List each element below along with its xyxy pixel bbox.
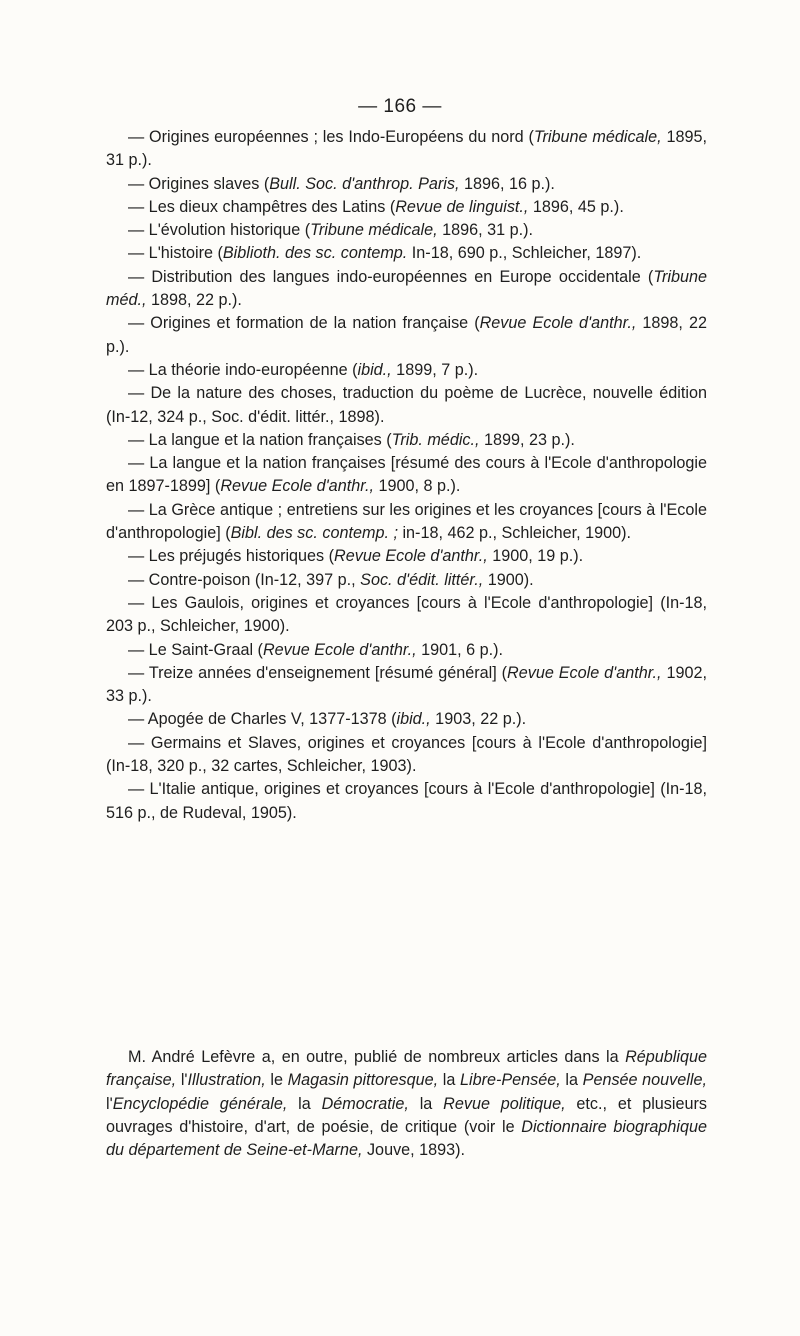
italic-run: Revue Ecole d'anthr., [262, 640, 417, 659]
text-run: 1903, 22 p.). [430, 710, 527, 729]
text-run: — Origines européennes ; les Indo-Européens du nord ( [128, 128, 534, 146]
text-run: 1896, 45 p.). [528, 197, 624, 216]
bibliography-entry [106, 452, 707, 499]
text-run: — La langue et la nation françaises [résumé des cours à l'Ecole d'anthropologie en 1897-1899] ( [106, 454, 707, 496]
italic-run: Revue Ecole d'anthr., [507, 663, 662, 682]
text-run: 1899, 7 p.). [391, 360, 479, 379]
bibliography-entry [106, 173, 707, 196]
italic-run: Revue Ecole d'anthr., [220, 477, 374, 496]
italic-run: Tribune méd., [106, 267, 707, 310]
italic-run: Biblioth. des sc. contemp. [222, 244, 408, 263]
italic-run: ibid., [357, 360, 392, 379]
text-run: 1898, 22 p.). [146, 291, 242, 310]
text-run: — L'évolution historique ( [128, 221, 311, 240]
bibliography-entry [106, 639, 707, 662]
text-run: le [265, 1071, 288, 1090]
italic-run: Tribune médicale, [310, 221, 438, 240]
text-run: etc., et plusieurs ouvrages d'histoire, d'art, de poésie, de critique (voir le [106, 1094, 707, 1136]
text-run: Jouve, 1893). [362, 1141, 466, 1160]
bibliography-entry [106, 312, 707, 359]
text-run: 1900, 19 p.). [487, 547, 584, 566]
italic-run: Revue de linguist., [395, 197, 529, 216]
italic-run: Encyclopédie générale, [112, 1094, 288, 1113]
italic-run: Revue Ecole d'anthr., [334, 547, 488, 566]
italic-run: Trib. médic., [391, 430, 480, 449]
bibliography-entry [106, 545, 707, 568]
italic-run: Illustration, [187, 1071, 266, 1090]
text-run: 1902, 33 p.). [106, 663, 707, 706]
closing-paragraph [106, 1046, 707, 1162]
italic-run: Pensée nouvelle, [582, 1071, 707, 1090]
text-run: — Distribution des langues indo-européennes en Europe occidentale ( [128, 267, 654, 286]
bibliography-entry [106, 266, 707, 313]
text-run: — Contre-poison (In-12, 397 p., [128, 570, 361, 589]
italic-run: Bull. Soc. d'anthrop. Paris, [269, 174, 460, 193]
italic-run: ibid., [396, 710, 431, 729]
italic-run: Soc. d'édit. littér., [360, 570, 484, 589]
italic-run: Libre-Pensée, [459, 1071, 561, 1090]
text-run: — Origines slaves ( [128, 174, 270, 193]
bibliography-entry [106, 569, 707, 592]
bibliography-entry [106, 359, 707, 382]
text-run: 1901, 6 p.). [416, 640, 504, 659]
text-run: 1896, 16 p.). [459, 174, 555, 193]
bibliography-entry [106, 382, 707, 429]
text-run: 1896, 31 p.). [437, 221, 534, 240]
text-run: la [287, 1094, 322, 1113]
text-run: 1899, 23 p.). [479, 430, 575, 449]
bibliography-entry [106, 662, 707, 709]
bibliography-entry [106, 126, 707, 173]
bibliography-entry [106, 732, 707, 779]
text-run: — Apogée de Charles V, 1377-1378 ( [128, 710, 397, 729]
text-run: — La Grèce antique ; entretiens sur les origines et les croyances [cours à l'Ecole d'anthropologie] ( [106, 500, 707, 543]
text-run: — La langue et la nation françaises ( [128, 430, 392, 449]
bibliography-entry [106, 196, 707, 219]
text-run: — La théorie indo-européenne ( [128, 360, 358, 379]
text-run: la [408, 1094, 444, 1113]
text-run: — Germains et Slaves, origines et croyances [cours à l'Ecole d'anthropologie] (In-18, 320 p., 32 cartes, Schleicher, 1903). [106, 733, 707, 776]
text-run: — L'Italie antique, origines et croyances [cours à l'Ecole d'anthropologie] (In-18, 516 p., de Rudeval, 1905). [106, 780, 707, 822]
text-run: la [560, 1071, 583, 1090]
text-run: — Origines et formation de la nation française ( [128, 314, 480, 333]
bibliography-entry [106, 708, 707, 731]
text-run: l' [106, 1094, 113, 1113]
italic-run: Bibl. des sc. contemp. ; [230, 524, 398, 543]
text-run: — Les dieux champêtres des Latins ( [128, 197, 396, 216]
bibliography-entry [106, 429, 707, 452]
bibliography-entry [106, 499, 707, 546]
text-run: — De la nature des choses, traduction du poème de Lucrèce, nouvelle édition (In-12, 324 p., Soc. d'édit. littér., 1898). [106, 384, 707, 426]
text-run: 1900). [483, 570, 534, 589]
text-run: in-18, 462 p., Schleicher, 1900). [397, 524, 632, 543]
page-number: — 166 — [358, 96, 442, 117]
italic-run: Revue politique, [443, 1094, 566, 1113]
bibliography-entry [106, 778, 707, 825]
text-run: 1895, 31 p.). [106, 128, 707, 170]
bibliography-entry [106, 219, 707, 242]
text-run: — Les préjugés historiques ( [128, 547, 335, 566]
text-run: — Treize années d'enseignement [résumé général] ( [128, 663, 508, 682]
italic-run: Revue Ecole d'anthr., [479, 314, 637, 333]
italic-run: Magasin pittoresque, [287, 1071, 439, 1090]
bibliography-entry [106, 242, 707, 265]
italic-run: Démocratie, [321, 1094, 409, 1113]
italic-run: République française, [106, 1048, 707, 1090]
text-run: 1900, 8 p.). [373, 477, 461, 496]
text-run: la [438, 1071, 460, 1090]
bibliography-entry [106, 592, 707, 639]
text-run: In-18, 690 p., Schleicher, 1897). [407, 244, 642, 263]
text-run: 1898, 22 p.). [106, 314, 707, 356]
italic-run: Tribune médicale, [533, 128, 662, 146]
text-run: — Le Saint-Graal ( [128, 640, 263, 659]
text-run: l' [176, 1071, 188, 1090]
text-run: — L'histoire ( [128, 244, 223, 263]
text-run: — Les Gaulois, origines et croyances [cours à l'Ecole d'anthropologie] (In-18, 203 p., Schleicher, 1900). [106, 593, 707, 636]
bibliography-list [106, 126, 707, 825]
text-run: M. André Lefèvre a, en outre, publié de nombreux articles dans la [128, 1048, 626, 1066]
italic-run: Dictionnaire biographique du département de Seine-et-Marne, [106, 1117, 707, 1160]
